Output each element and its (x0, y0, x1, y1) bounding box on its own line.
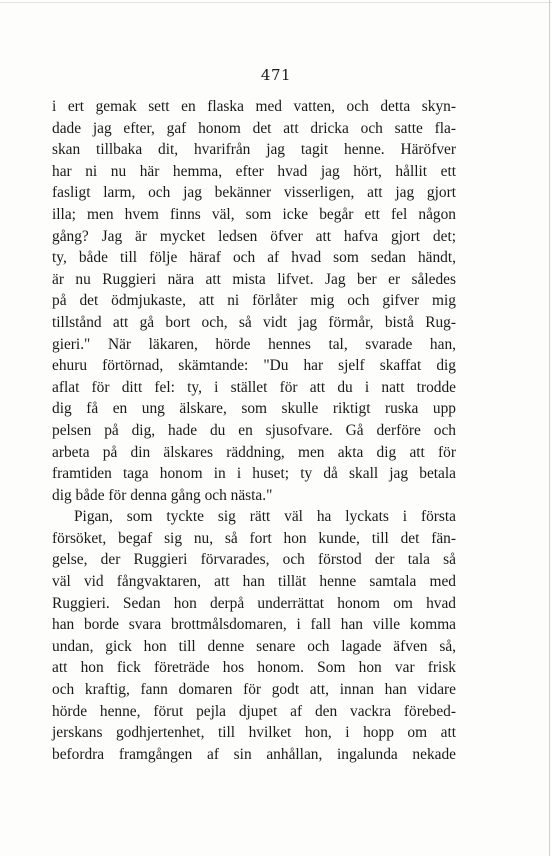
text-line: i ert gemak sett en flaska med vatten, och detta skyn- (52, 98, 456, 115)
text-line: har ni nu här hemma, efter hvad jag hört, hållit ett (52, 162, 456, 180)
paragraph-start-line: Pigan, som tyckte sig rätt väl ha lyckats i första (74, 508, 456, 526)
text-line: gång? Jag är mycket ledsen öfver att hafva gjort det; (52, 227, 456, 245)
text-line: skan tillbaka dit, hvarifrån jag tagit henne. Häröfver (52, 141, 456, 159)
text-line: och kraftig, fann domaren för godt att, innan han vidare (52, 681, 456, 699)
text-line: dade jag efter, gaf honom det att dricka och satte fla- (52, 119, 456, 137)
text-line: fasligt larm, och jag bekänner visserligen, att jag gjort (52, 184, 456, 202)
text-line: på det ödmjukaste, att ni förlåter mig och gifver mig (52, 292, 456, 310)
text-line: undan, gick hon till denne senare och lagade äfven så, (52, 637, 456, 655)
page-edge-top (0, 2, 552, 3)
text-line: illa; men hvem finns väl, som icke begår ett fel någon (52, 205, 456, 223)
page-edge-right (549, 0, 550, 856)
text-line: hörde henne, förut pejla djupet af den vackra förebed- (52, 702, 456, 720)
text-line: befordra framgången af sin anhållan, ingalunda nekade (52, 745, 456, 763)
text-line: jerskans godhjertenhet, till hvilket hon, i hopp om att (52, 724, 456, 742)
text-line: ehuru förtörnad, skämtande: "Du har sjelf skaffat dig (52, 357, 456, 375)
page-number: 471 (260, 66, 292, 84)
text-line: ty, både till följe häraf och af hvad som sedan händt, (52, 249, 456, 267)
text-line: framtiden taga honom in i huset; ty då skall jag betala (52, 465, 456, 483)
text-line: arbeta på din älskares räddning, men akta dig att för (52, 443, 456, 461)
text-line: är nu Ruggieri nära att mista lifvet. Jag ber er således (52, 270, 456, 288)
text-line: aflat för ditt fel: ty, i stället för att du i natt trodde (52, 378, 456, 396)
text-line: pelsen på dig, hade du en sjusofvare. Gå derföre och (52, 421, 456, 439)
text-line: gelse, der Ruggieri förvarades, och förstod der tala så (52, 551, 456, 569)
body-text (52, 96, 456, 765)
text-line: han borde svara brottmålsdomaren, i fall han ville komma (52, 616, 456, 634)
text-line: väl vid fångvaktaren, att han tillät henne samtala med (52, 573, 456, 591)
text-line: försöket, begaf sig nu, så fort hon kunde, till det fän- (52, 529, 456, 547)
text-line: dig både för denna gång och nästa." (52, 486, 273, 504)
text-line: tillstånd att gå bort och, så vidt jag förmår, bistå Rug- (52, 313, 456, 331)
text-line: gieri." När läkaren, hörde hennes tal, svarade han, (52, 335, 456, 353)
text-line: dig få en ung älskare, som skulle riktigt ruska upp (52, 400, 456, 418)
text-line: Ruggieri. Sedan hon derpå underrättat honom om hvad (52, 594, 456, 612)
text-line: att hon fick företräde hos honom. Som hon var frisk (52, 659, 456, 677)
